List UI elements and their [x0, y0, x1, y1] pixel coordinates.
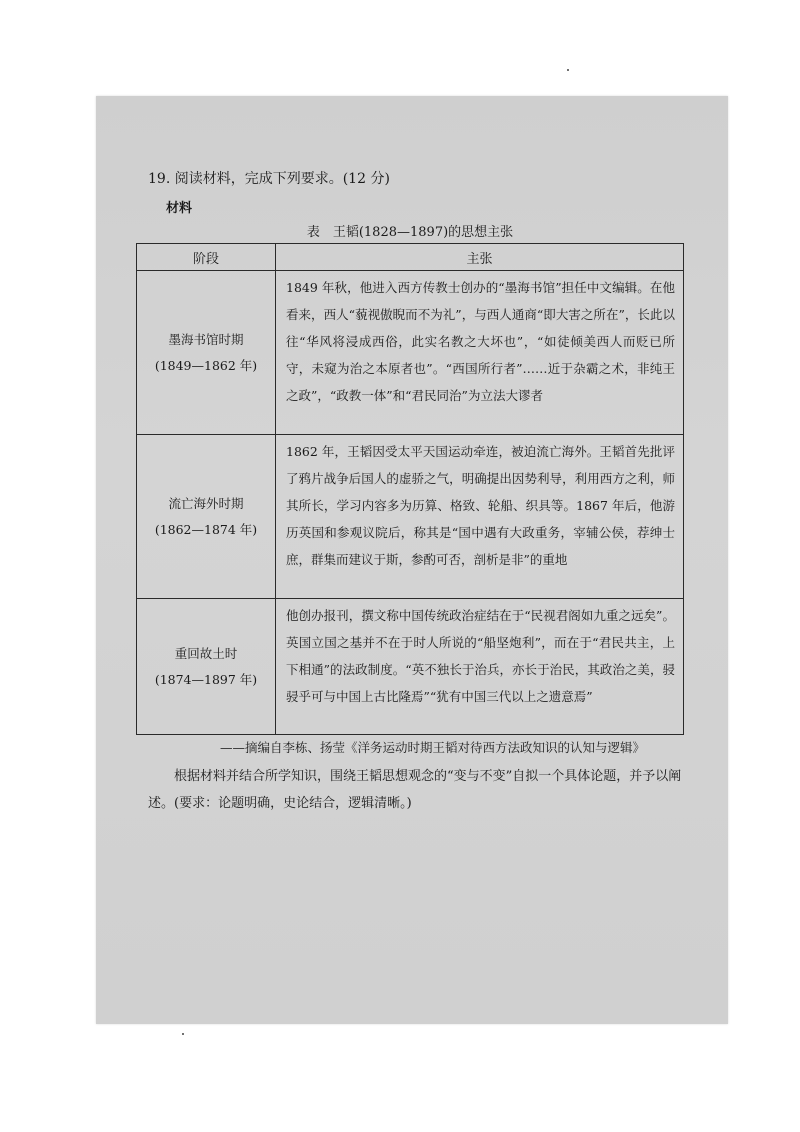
stage-period: (1862—1874 年) [154, 521, 258, 537]
stage-name: 重回故土时 [174, 645, 238, 661]
claims-cell: 他创办报刊，撰文称中国传统政治症结在于“民视君阁如九重之远矣”。英国立国之基并不在于时人所说的“船坚炮利”，而在于“君民共主，上下相通”的法政制度。“英不独长于治兵，亦长于治民，其政治之美，骎骎乎可与中国上古比隆焉”“犹有中国三代以上之遗意焉” [276, 599, 684, 735]
claims-cell: 1849 年秋，他进入西方传教士创办的“墨海书馆”担任中文编辑。在他看来，西人“藐视傲睨而不为礼”，与西人通商“即大害之所在”，长此以往“华风将浸成西俗，此实名教之大坏也”，“如徒倾美西人而贬已所守，未窥为治之本原者也”。“西国所行者”……近于杂霸之术，非纯王之政”，“政教一体”和“君民同治”为立法大谬者 [276, 271, 684, 435]
ideas-table [136, 243, 684, 735]
table-row [137, 271, 684, 435]
stage-cell [137, 271, 276, 435]
stage-cell [137, 599, 276, 735]
speck-top [567, 69, 569, 71]
question-prompt: 根据材料并结合所学知识，围绕王韬思想观念的“变与不变”自拟一个具体论题，并予以阐述。(要求：论题明确，史论结合，逻辑清晰。) [148, 769, 682, 811]
stage-period: (1874—1897 年) [154, 671, 258, 687]
table-header-row [137, 244, 684, 271]
table-caption: 表 王韬(1828—1897)的思想主张 [306, 225, 514, 240]
stage-period: (1849—1862 年) [154, 357, 258, 373]
question-title: 19. 阅读材料，完成下列要求。(12 分) [148, 171, 390, 187]
stage-name: 墨海书馆时期 [168, 331, 244, 347]
source-citation: ——摘编自李栋、扬莹《洋务运动时期王韬对待西方法政知识的认知与逻辑》 [220, 740, 646, 755]
header-claims: 主张 [276, 244, 684, 271]
stage-cell [137, 435, 276, 599]
stage-name: 流亡海外时期 [168, 495, 244, 511]
material-label: 材料 [166, 201, 193, 216]
claims-cell: 1862 年，王韬因受太平天国运动牵连，被迫流亡海外。王韬首先批评了鸦片战争后国人的虚骄之气，明确提出因势利导，利用西方之利，师其所长，学习内容多为历算、格致、轮船、织具等。1867 年后，他游历英国和参观议院后，称其是“国中遇有大政重务，宰辅公侯，荐绅士庶，群集而建议于斯，参酌可否，剖析是非”的重地 [276, 435, 684, 599]
speck-bottom [182, 1033, 184, 1035]
table-row [137, 435, 684, 599]
header-stage: 阶段 [137, 244, 276, 271]
table-row [137, 599, 684, 735]
